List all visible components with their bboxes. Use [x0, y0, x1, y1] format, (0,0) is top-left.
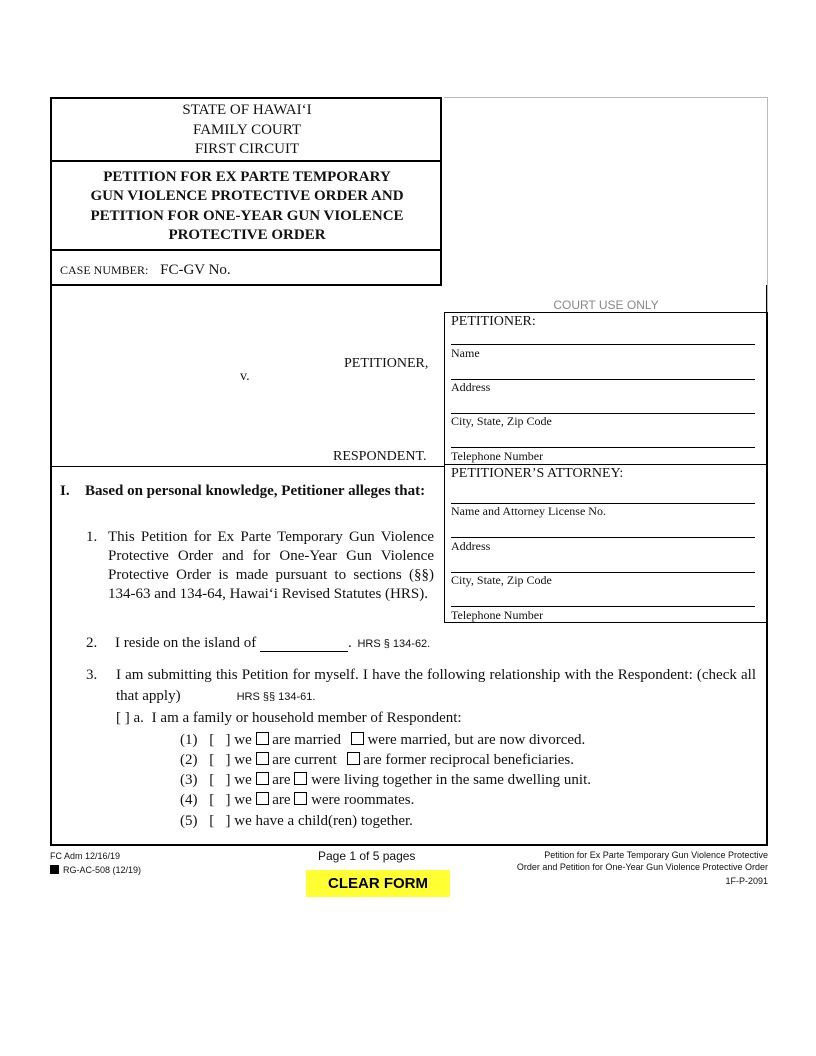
case-number-label: CASE NUMBER:	[60, 263, 149, 277]
clear-form-button[interactable]: CLEAR FORM	[306, 870, 450, 897]
footer-form-code: 1F-P-2091	[725, 876, 768, 886]
divider	[50, 249, 442, 251]
item-text: This Petition for Ex Parte Temporary Gun Violence Protective Order and for One-Year Gun Violence Protective Order is made pursuant to sections (§§) 134-63 and 134-64, Hawai‘i Revised Statutes (HRS).	[108, 529, 434, 602]
caption-petitioner: PETITIONER,	[344, 356, 429, 371]
sub-a-checkbox[interactable]: [ ]	[116, 710, 130, 726]
footer-form-title: Petition for Ex Parte Temporary Gun Violence Protective	[544, 850, 768, 860]
relation-checkbox[interactable]: [ ]	[209, 772, 231, 788]
attorney-phone-line[interactable]	[451, 606, 755, 607]
divider	[50, 160, 442, 162]
relation-checkbox[interactable]: [ ]	[209, 752, 231, 768]
attorney-address-label: Address	[451, 539, 491, 553]
option-checkbox[interactable]	[256, 772, 269, 785]
relation-2	[180, 752, 574, 769]
caption-respondent: RESPONDENT.	[333, 449, 427, 464]
petitioner-name-label: Name	[451, 346, 480, 360]
relation-text: were roommates.	[311, 792, 415, 808]
title-line: PROTECTIVE ORDER	[168, 227, 326, 244]
relation-text: we	[234, 732, 252, 748]
circuit-name: FIRST CIRCUIT	[194, 141, 300, 157]
divider	[444, 464, 768, 465]
title-line: PETITION FOR EX PARTE TEMPORARY	[103, 169, 391, 185]
item-text-wrap	[116, 665, 756, 708]
section-text: Based on personal knowledge, Petitioner alleges that:	[85, 483, 426, 499]
relation-number: (5)	[180, 813, 198, 829]
option-checkbox[interactable]	[347, 752, 360, 765]
relation-text: we	[234, 772, 252, 788]
form-admin-date: FC Adm 12/16/19	[50, 851, 121, 861]
relation-number: (2)	[180, 752, 198, 768]
relation-checkbox[interactable]: [ ]	[209, 813, 231, 829]
petitioner-city-label: City, State, Zip Code	[451, 414, 552, 428]
caption-versus: v.	[240, 369, 250, 384]
item-text: I reside on the island of	[115, 635, 257, 651]
footer-form-title: Order and Petition for One-Year Gun Violence Protective Order	[516, 862, 768, 872]
option-checkbox[interactable]	[294, 772, 307, 785]
attorney-city-label: City, State, Zip Code	[451, 573, 552, 587]
state-name: STATE OF HAWAI‘I	[182, 102, 312, 118]
attorney-heading: PETITIONER’S ATTORNEY:	[451, 466, 624, 481]
sub-a-text: I am a family or household member of Respondent:	[151, 710, 462, 726]
court-heading	[52, 101, 442, 160]
relation-number: (3)	[180, 772, 198, 788]
divider	[50, 466, 444, 467]
relation-text: are current	[272, 752, 337, 768]
accessibility-icon	[50, 865, 59, 874]
petitioner-heading: PETITIONER:	[451, 314, 536, 329]
attorney-address-line[interactable]	[451, 537, 755, 538]
item-number: 2.	[86, 635, 98, 651]
rg-code: RG-AC-508 (12/19)	[63, 865, 142, 875]
footer-right	[470, 849, 768, 887]
document-title	[52, 168, 442, 246]
relation-number: (1)	[180, 732, 198, 748]
section-number: I.	[60, 483, 70, 499]
relation-1	[180, 732, 585, 749]
petitioner-phone-line[interactable]	[451, 447, 755, 448]
sub-item-a	[116, 710, 462, 727]
statute-ref: HRS § 134-62.	[357, 638, 431, 650]
petitioner-name-line[interactable]	[451, 344, 755, 345]
court-name: FAMILY COURT	[192, 121, 302, 138]
item-2: 2. I reside on the island of . HRS § 134-62.	[86, 635, 431, 651]
relation-text: we have a child(ren) together.	[234, 813, 413, 829]
item-number: 1.	[86, 529, 98, 545]
relation-checkbox[interactable]: [ ]	[209, 732, 231, 748]
court-use-box	[444, 97, 768, 313]
relation-text: were living together in the same dwelling unit.	[311, 772, 591, 788]
relation-4	[180, 792, 414, 809]
island-input[interactable]	[260, 637, 348, 652]
footer-left	[50, 849, 141, 877]
case-number-row	[60, 262, 231, 279]
statute-ref: HRS §§ 134-61.	[236, 691, 316, 703]
item-number: 3.	[86, 667, 98, 683]
sub-a-label: a.	[133, 710, 144, 726]
court-use-label: COURT USE ONLY	[553, 298, 659, 312]
attorney-name-label: Name and Attorney License No.	[451, 504, 606, 518]
relation-text: were married, but are now divorced.	[367, 732, 586, 748]
relation-text: are former reciprocal beneficiaries.	[363, 752, 574, 768]
option-checkbox[interactable]	[256, 732, 269, 745]
option-checkbox[interactable]	[351, 732, 364, 745]
option-checkbox[interactable]	[256, 752, 269, 765]
relation-text: are married	[272, 732, 341, 748]
petitioner-address-line[interactable]	[451, 379, 755, 380]
petitioner-phone-label: Telephone Number	[451, 449, 544, 463]
attorney-phone-label: Telephone Number	[451, 608, 544, 622]
item-text: I am submitting this Petition for myself. I have the following relationship with the Respondent: (check all that apply)	[116, 667, 756, 704]
relation-text: we	[234, 752, 252, 768]
relation-text: are	[272, 792, 291, 808]
title-line: GUN VIOLENCE PROTECTIVE ORDER AND	[90, 188, 404, 205]
case-number-value[interactable]: FC-GV No.	[160, 262, 231, 278]
relation-3	[180, 772, 591, 789]
option-checkbox[interactable]	[294, 792, 307, 805]
page-number: Page 1 of 5 pages	[318, 849, 416, 863]
relation-number: (4)	[180, 792, 198, 808]
option-checkbox[interactable]	[256, 792, 269, 805]
relation-5	[180, 813, 413, 830]
relation-text: we	[234, 792, 252, 808]
title-line: PETITION FOR ONE-YEAR GUN VIOLENCE	[90, 207, 404, 224]
petitioner-address-label: Address	[451, 380, 491, 394]
relation-checkbox[interactable]: [ ]	[209, 792, 231, 808]
relation-text: are	[272, 772, 291, 788]
